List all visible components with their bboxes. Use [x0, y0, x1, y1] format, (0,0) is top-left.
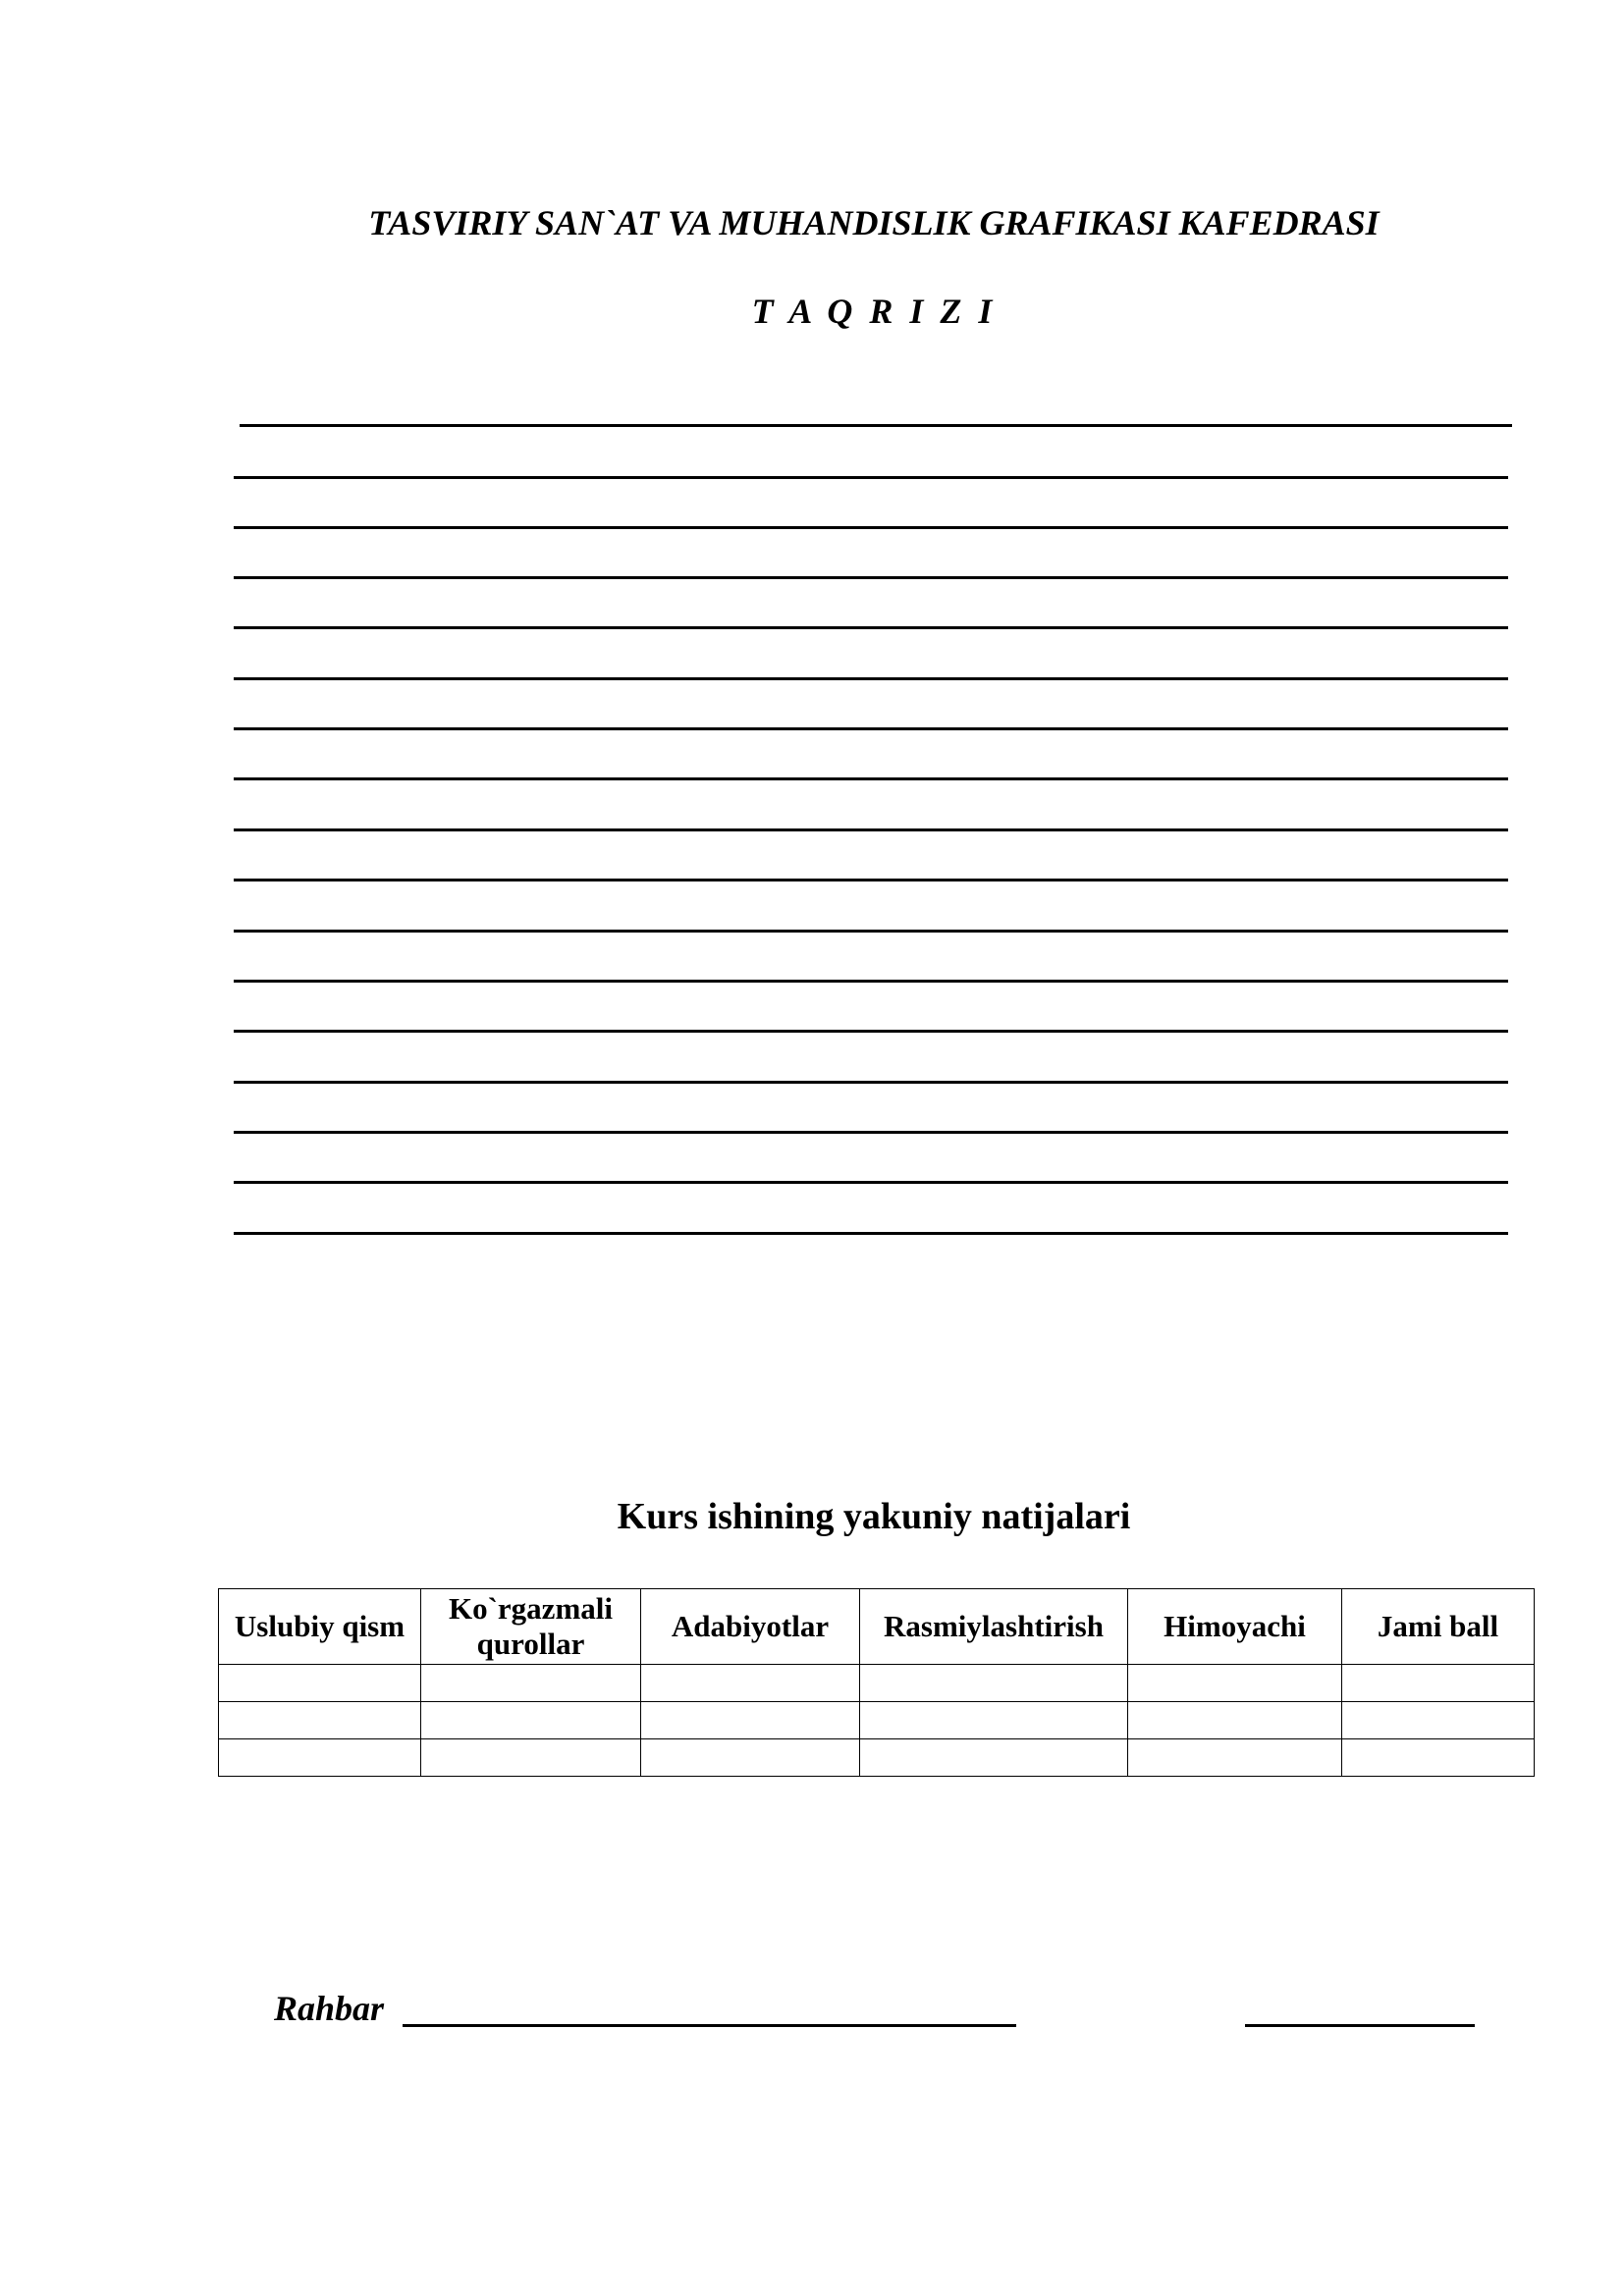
results-table [218, 1588, 1535, 1777]
review-line[interactable] [234, 828, 1508, 831]
table-cell[interactable] [1128, 1665, 1342, 1702]
table-cell[interactable] [641, 1702, 860, 1739]
table-cell[interactable] [1342, 1665, 1535, 1702]
table-row [219, 1739, 1535, 1777]
supervisor-name-line[interactable] [403, 2024, 1016, 2027]
supervisor-label: Rahbar [274, 1989, 385, 2028]
review-line[interactable] [234, 1081, 1508, 1084]
table-header-row [219, 1589, 1535, 1665]
table-cell[interactable] [421, 1702, 641, 1739]
review-line[interactable] [234, 677, 1508, 680]
document-title: T A Q R I Z I [751, 292, 997, 331]
review-line[interactable] [234, 1181, 1508, 1184]
table-cell[interactable] [421, 1739, 641, 1777]
review-line[interactable] [234, 1030, 1508, 1033]
column-header-visual-aids: Ko`rgazmali qurollar [421, 1589, 641, 1665]
review-line[interactable] [240, 424, 1512, 427]
department-title: TASVIRIY SAN`AT VA MUHANDISLIK GRAFIKASI KAFEDRASI [368, 203, 1380, 242]
review-line[interactable] [234, 980, 1508, 983]
column-header-literature: Adabiyotlar [641, 1589, 860, 1665]
column-header-methodology: Uslubiy qism [219, 1589, 421, 1665]
signature-line[interactable] [1245, 2024, 1475, 2027]
table-cell[interactable] [421, 1665, 641, 1702]
review-line[interactable] [234, 1131, 1508, 1134]
table-cell[interactable] [860, 1739, 1128, 1777]
review-line[interactable] [234, 879, 1508, 881]
review-line[interactable] [234, 626, 1508, 629]
table-cell[interactable] [219, 1702, 421, 1739]
review-line[interactable] [234, 1232, 1508, 1235]
table-cell[interactable] [1342, 1739, 1535, 1777]
column-header-defender: Himoyachi [1128, 1589, 1342, 1665]
table-cell[interactable] [860, 1665, 1128, 1702]
results-title: Kurs ishining yakuniy natijalari [617, 1496, 1131, 1537]
table-cell[interactable] [1128, 1702, 1342, 1739]
review-line[interactable] [234, 930, 1508, 933]
review-line[interactable] [234, 727, 1508, 730]
review-line[interactable] [234, 476, 1508, 479]
review-line[interactable] [234, 576, 1508, 579]
review-line[interactable] [234, 526, 1508, 529]
table-row [219, 1665, 1535, 1702]
table-cell[interactable] [219, 1739, 421, 1777]
table-cell[interactable] [641, 1665, 860, 1702]
review-line[interactable] [234, 777, 1508, 780]
table-cell[interactable] [1128, 1739, 1342, 1777]
table-cell[interactable] [860, 1702, 1128, 1739]
column-header-total-score: Jami ball [1342, 1589, 1535, 1665]
table-cell[interactable] [1342, 1702, 1535, 1739]
table-row [219, 1702, 1535, 1739]
table-cell[interactable] [641, 1739, 860, 1777]
table-cell[interactable] [219, 1665, 421, 1702]
column-header-formatting: Rasmiylashtirish [860, 1589, 1128, 1665]
